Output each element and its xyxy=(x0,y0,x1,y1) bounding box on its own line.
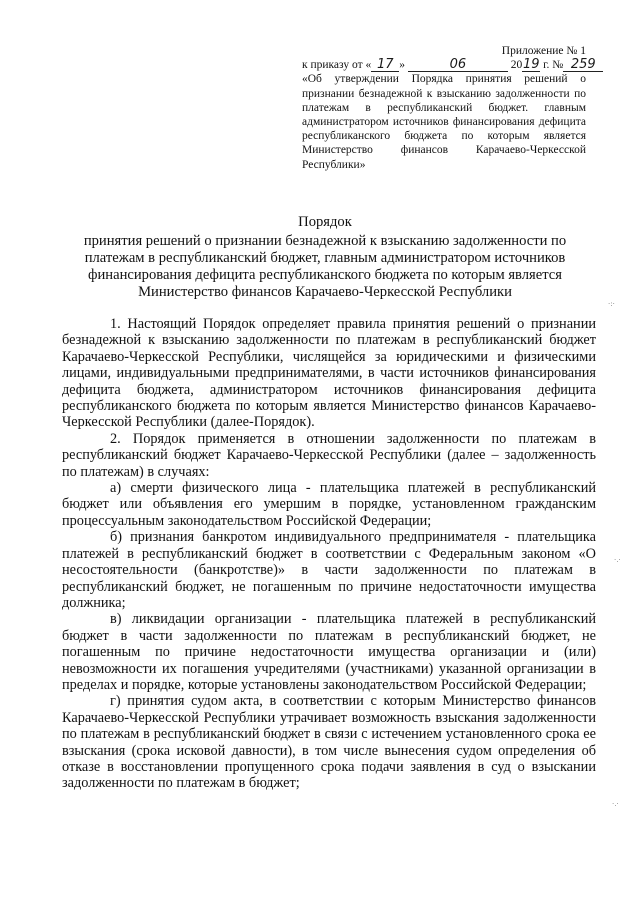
scan-speck: ·:· xyxy=(608,300,615,308)
order-reference-line xyxy=(302,57,596,73)
paragraph-2v: в) ликвидации организации - плательщика платежей в республиканский бюджет в части задолженности по платежам в республиканский бюджет, не погашенным по причине недостаточности имущества организации и (или) невозможности их погашения учредителями (участниками) указанной организации в пределах и порядке, которые установлены законодательством Российской Федерации; xyxy=(62,611,596,693)
document-title: Порядок xyxy=(298,214,352,230)
appendix-block xyxy=(302,44,596,172)
order-month: 06 xyxy=(408,59,508,72)
document-subtitle: принятия решений о признании безнадежной к взысканию задолженности по платежам в республиканский бюджет, главным администратором источников финансирования дефицита республиканского бюджета по которым является Министерство финансов Карачаево-Черкесской Республики xyxy=(83,233,567,300)
appendix-text: «Об утверждении Порядка принятия решений о признании безнадежной к взысканию задолженности по платежам в республиканский бюджет. главным администратором источников финансирования дефицита республиканского бюджета по которым является Министерство финансов Карачаево-Черкесской Республики» xyxy=(302,73,586,171)
order-year-mid: г. № xyxy=(540,59,564,72)
order-year-suffix: 19 xyxy=(522,57,540,73)
document-heading xyxy=(62,214,588,301)
appendix-title: Приложение № 1 xyxy=(501,45,586,57)
scan-speck: ·.· xyxy=(614,556,621,564)
order-year-prefix: 20 xyxy=(510,59,523,72)
paragraph-2g: г) принятия судом акта, в соответствии с которым Министерство финансов Карачаево-Черкесской Республики утрачивает возможность взыскания задолженности по платежам в республиканский бюджет в связи с истечением установленного срока ее взыскания (срока исковой давности), в том числе вынесения судом определения об отказе в восстановлении пропущенного срока подачи заявления в суд о взыскании задолженности по платежам в бюджет; xyxy=(62,693,596,792)
order-sep: » xyxy=(399,59,405,72)
paragraph-2b: б) признания банкротом индивидуального предпринимателя - плательщика платежей в республиканский бюджет в соответствии с Федеральным законом «О несостоятельности (банкротстве)» в части задолженности по платежам в республиканский бюджет, не погашенным по причине недостаточности имущества должника; xyxy=(62,529,596,611)
order-number: 259 xyxy=(563,59,603,72)
paragraph-1: 1. Настоящий Порядок определяет правила принятия решений о признании безнадежной к взысканию задолженности по платежам в республиканский бюджет Карачаево-Черкесской Республики, числящейся за юридическими и физическими лицами, индивидуальными предпринимателями, в части источников финансирования дефицита бюджета, администратором источников финансирования дефицита республиканского бюджета по которым является Министерство финансов Карачаево-Черкесской Республики (далее-Порядок). xyxy=(62,316,596,431)
paragraph-2a: а) смерти физического лица - плательщика платежей в республиканский бюджет или объявления его умершим в порядке, установленном гражданским процессуальным законодательством Российской Федерации; xyxy=(62,480,596,529)
order-prefix: к приказу от « xyxy=(302,59,372,72)
paragraph-2: 2. Порядок применяется в отношении задолженности по платежам в республиканский бюджет Карачаево-Черкесской Республики (далее – задолженность по платежам) в случаях: xyxy=(62,430,596,480)
order-day: 17 xyxy=(371,59,399,72)
document-body xyxy=(62,316,596,792)
scan-speck: ·.· xyxy=(612,800,619,808)
